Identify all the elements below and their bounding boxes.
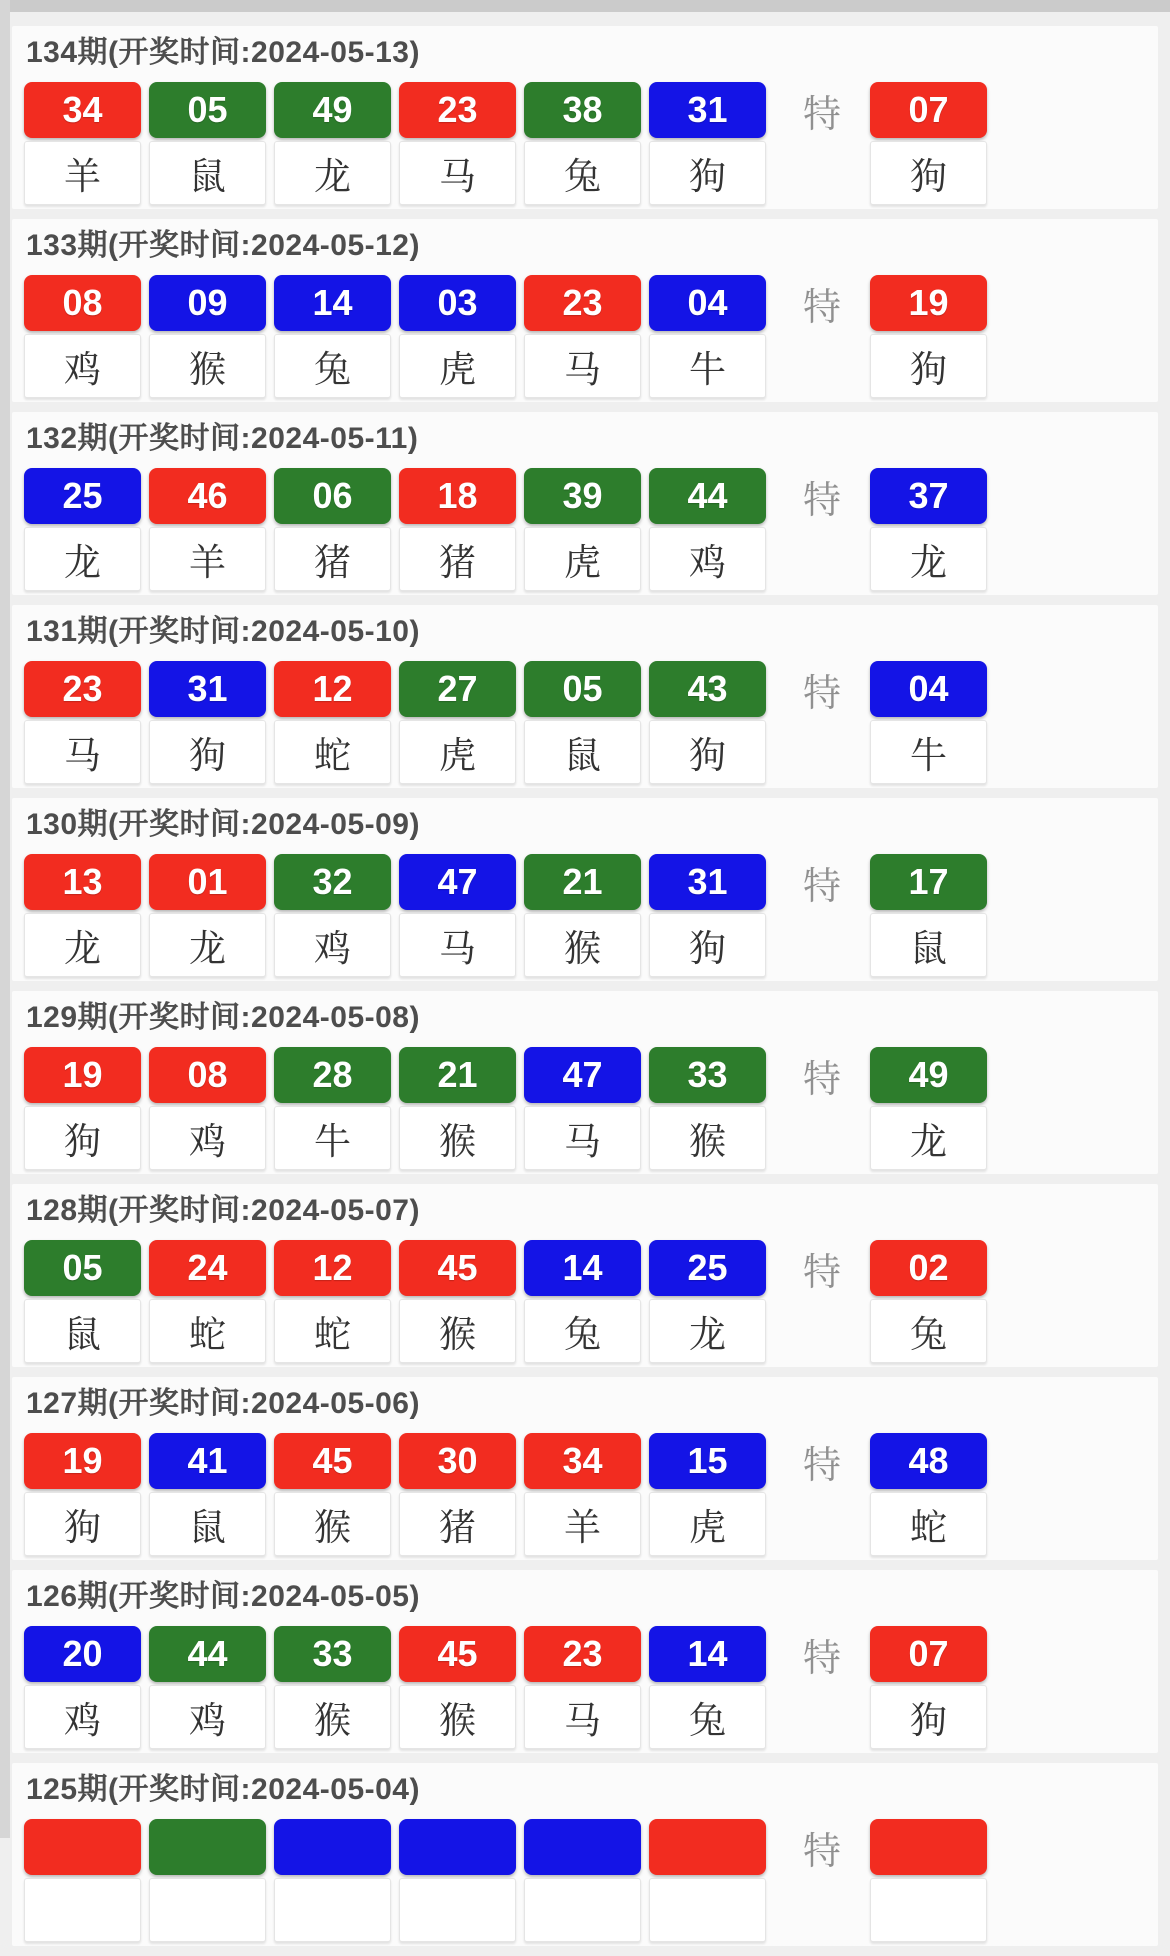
- draw-period-header: 125期(开奖时间:2024-05-04): [26, 1773, 420, 1806]
- zodiac-label: 羊: [149, 527, 266, 591]
- draw-period-header: 132期(开奖时间:2024-05-11): [26, 422, 419, 455]
- number-ball: [274, 1819, 391, 1875]
- zodiac-label: 狗: [649, 141, 766, 205]
- number-tile: [274, 82, 391, 205]
- number-tile: [399, 1819, 516, 1942]
- number-ball: 01: [149, 854, 266, 910]
- number-ball: [24, 1819, 141, 1875]
- number-tile: [649, 1240, 766, 1363]
- number-ball: 23: [524, 275, 641, 331]
- zodiac-label: 猴: [399, 1106, 516, 1170]
- special-number-tile: [870, 1047, 987, 1170]
- zodiac-label: 牛: [870, 720, 987, 784]
- zodiac-label: 猴: [399, 1299, 516, 1363]
- zodiac-label: 羊: [24, 141, 141, 205]
- zodiac-label: 鼠: [24, 1299, 141, 1363]
- number-tile: [649, 854, 766, 977]
- number-tile: [149, 1433, 266, 1556]
- number-ball: 34: [524, 1433, 641, 1489]
- number-ball: 14: [649, 1626, 766, 1682]
- number-tile: [24, 275, 141, 398]
- number-ball: 32: [274, 854, 391, 910]
- draw-card: [12, 605, 1158, 788]
- number-ball: 14: [274, 275, 391, 331]
- number-ball: 19: [870, 275, 987, 331]
- zodiac-label: 兔: [524, 1299, 641, 1363]
- number-tile: [274, 1433, 391, 1556]
- zodiac-label: 狗: [24, 1492, 141, 1556]
- number-tile: [149, 1240, 266, 1363]
- number-tile: [649, 1626, 766, 1749]
- top-edge-strip: [0, 0, 1170, 12]
- number-tile: [649, 1047, 766, 1170]
- number-ball: 43: [649, 661, 766, 717]
- zodiac-label: 虎: [649, 1492, 766, 1556]
- special-number-tile: [870, 1626, 987, 1749]
- zodiac-label: 猪: [274, 527, 391, 591]
- number-ball: 47: [399, 854, 516, 910]
- number-tile: [24, 1047, 141, 1170]
- zodiac-label: 马: [24, 720, 141, 784]
- special-marker-label: 特: [802, 865, 841, 908]
- number-ball: 17: [870, 854, 987, 910]
- number-ball: 15: [649, 1433, 766, 1489]
- number-tile: [274, 1240, 391, 1363]
- number-ball: 31: [649, 82, 766, 138]
- special-marker-label: 特: [802, 1637, 841, 1680]
- zodiac-label: 蛇: [870, 1492, 987, 1556]
- special-marker-label: 特: [802, 1444, 841, 1487]
- lottery-results-list: [12, 26, 1158, 1956]
- number-ball: 49: [274, 82, 391, 138]
- number-tile: [524, 1819, 641, 1942]
- number-ball: 37: [870, 468, 987, 524]
- zodiac-label: 马: [399, 913, 516, 977]
- draw-period-header: 128期(开奖时间:2024-05-07): [26, 1194, 420, 1227]
- zodiac-label: 虎: [399, 720, 516, 784]
- number-ball: 09: [149, 275, 266, 331]
- number-ball: 33: [274, 1626, 391, 1682]
- zodiac-label: 狗: [149, 720, 266, 784]
- zodiac-label: 马: [524, 1106, 641, 1170]
- number-ball: 44: [649, 468, 766, 524]
- special-number-tile: [870, 854, 987, 977]
- special-marker-label: 特: [802, 1058, 841, 1101]
- number-ball: [524, 1819, 641, 1875]
- number-tile: [24, 1433, 141, 1556]
- draw-card: [12, 1377, 1158, 1560]
- zodiac-label: 猴: [274, 1492, 391, 1556]
- number-ball: 21: [399, 1047, 516, 1103]
- number-ball: 47: [524, 1047, 641, 1103]
- number-tile: [149, 275, 266, 398]
- number-ball: 23: [524, 1626, 641, 1682]
- zodiac-label: 鸡: [149, 1106, 266, 1170]
- draw-numbers-row: [24, 1047, 1158, 1170]
- number-ball: 05: [149, 82, 266, 138]
- zodiac-label: 虎: [399, 334, 516, 398]
- draw-period-header: 131期(开奖时间:2024-05-10): [26, 615, 420, 648]
- number-tile: [149, 468, 266, 591]
- number-ball: 12: [274, 661, 391, 717]
- number-ball: 41: [149, 1433, 266, 1489]
- number-tile: [399, 1626, 516, 1749]
- draw-period-header: 130期(开奖时间:2024-05-09): [26, 808, 420, 841]
- zodiac-label: 猴: [399, 1685, 516, 1749]
- number-ball: 33: [649, 1047, 766, 1103]
- number-ball: 04: [649, 275, 766, 331]
- special-number-tile: [870, 1240, 987, 1363]
- zodiac-label: 蛇: [274, 1299, 391, 1363]
- number-tile: [649, 661, 766, 784]
- number-ball: 30: [399, 1433, 516, 1489]
- number-ball: 19: [24, 1047, 141, 1103]
- draw-numbers-row: [24, 1819, 1158, 1942]
- number-tile: [274, 1047, 391, 1170]
- number-tile: [274, 1819, 391, 1942]
- number-tile: [399, 1433, 516, 1556]
- draw-card: [12, 1763, 1158, 1946]
- number-ball: 13: [24, 854, 141, 910]
- number-tile: [149, 1047, 266, 1170]
- number-tile: [649, 275, 766, 398]
- number-tile: [399, 661, 516, 784]
- number-tile: [524, 275, 641, 398]
- zodiac-label: 猴: [524, 913, 641, 977]
- number-ball: 49: [870, 1047, 987, 1103]
- zodiac-label: 龙: [870, 1106, 987, 1170]
- number-ball: 31: [649, 854, 766, 910]
- number-tile: [274, 1626, 391, 1749]
- number-tile: [524, 1240, 641, 1363]
- zodiac-label: 虎: [524, 527, 641, 591]
- number-ball: 07: [870, 1626, 987, 1682]
- number-ball: 19: [24, 1433, 141, 1489]
- special-number-tile: [870, 468, 987, 591]
- zodiac-label: [399, 1878, 516, 1942]
- draw-card: [12, 412, 1158, 595]
- special-number-tile: [870, 661, 987, 784]
- number-tile: [24, 1626, 141, 1749]
- draw-period-header: 127期(开奖时间:2024-05-06): [26, 1387, 420, 1420]
- number-ball: 04: [870, 661, 987, 717]
- number-ball: 02: [870, 1240, 987, 1296]
- number-tile: [274, 661, 391, 784]
- number-tile: [149, 854, 266, 977]
- special-marker-label: 特: [802, 672, 841, 715]
- special-marker-label: 特: [802, 479, 841, 522]
- number-tile: [524, 82, 641, 205]
- zodiac-label: 鸡: [149, 1685, 266, 1749]
- number-tile: [149, 661, 266, 784]
- zodiac-label: [870, 1878, 987, 1942]
- number-ball: 34: [24, 82, 141, 138]
- zodiac-label: 龙: [274, 141, 391, 205]
- number-ball: 44: [149, 1626, 266, 1682]
- number-tile: [649, 1819, 766, 1942]
- zodiac-label: 鼠: [149, 1492, 266, 1556]
- zodiac-label: [24, 1878, 141, 1942]
- zodiac-label: 狗: [870, 1685, 987, 1749]
- zodiac-label: 狗: [870, 141, 987, 205]
- number-tile: [24, 468, 141, 591]
- draw-period-header: 126期(开奖时间:2024-05-05): [26, 1580, 420, 1613]
- number-ball: 18: [399, 468, 516, 524]
- special-marker-label: 特: [802, 286, 841, 329]
- draw-numbers-row: [24, 275, 1158, 398]
- number-ball: 24: [149, 1240, 266, 1296]
- zodiac-label: 羊: [524, 1492, 641, 1556]
- number-ball: 25: [24, 468, 141, 524]
- zodiac-label: 猴: [149, 334, 266, 398]
- draw-card: [12, 1184, 1158, 1367]
- number-tile: [149, 82, 266, 205]
- zodiac-label: 兔: [649, 1685, 766, 1749]
- zodiac-label: [274, 1878, 391, 1942]
- zodiac-label: 牛: [649, 334, 766, 398]
- zodiac-label: 狗: [24, 1106, 141, 1170]
- zodiac-label: 猪: [399, 527, 516, 591]
- draw-period-header: 129期(开奖时间:2024-05-08): [26, 1001, 420, 1034]
- zodiac-label: 兔: [274, 334, 391, 398]
- number-tile: [649, 82, 766, 205]
- draw-period-header: 134期(开奖时间:2024-05-13): [26, 36, 420, 69]
- zodiac-label: [149, 1878, 266, 1942]
- zodiac-label: 马: [399, 141, 516, 205]
- number-tile: [524, 1047, 641, 1170]
- zodiac-label: 狗: [649, 720, 766, 784]
- draw-numbers-row: [24, 468, 1158, 591]
- zodiac-label: 鼠: [524, 720, 641, 784]
- draw-period-header: 133期(开奖时间:2024-05-12): [26, 229, 420, 262]
- zodiac-label: 龙: [870, 527, 987, 591]
- number-tile: [274, 275, 391, 398]
- number-ball: 06: [274, 468, 391, 524]
- zodiac-label: 牛: [274, 1106, 391, 1170]
- number-ball: 14: [524, 1240, 641, 1296]
- number-ball: 28: [274, 1047, 391, 1103]
- number-tile: [524, 661, 641, 784]
- number-tile: [399, 1240, 516, 1363]
- zodiac-label: 鸡: [24, 334, 141, 398]
- number-tile: [24, 1819, 141, 1942]
- number-tile: [399, 275, 516, 398]
- number-tile: [399, 468, 516, 591]
- number-tile: [524, 854, 641, 977]
- zodiac-label: 兔: [524, 141, 641, 205]
- number-tile: [274, 854, 391, 977]
- number-ball: 20: [24, 1626, 141, 1682]
- number-ball: 38: [524, 82, 641, 138]
- number-tile: [24, 82, 141, 205]
- number-ball: 07: [870, 82, 987, 138]
- number-tile: [149, 1626, 266, 1749]
- number-tile: [524, 1433, 641, 1556]
- left-edge-strip: [0, 0, 10, 1838]
- zodiac-label: 马: [524, 334, 641, 398]
- special-marker-label: 特: [802, 1251, 841, 1294]
- number-tile: [524, 468, 641, 591]
- number-tile: [399, 854, 516, 977]
- number-ball: 03: [399, 275, 516, 331]
- number-ball: 45: [274, 1433, 391, 1489]
- special-number-tile: [870, 1819, 987, 1942]
- zodiac-label: 狗: [649, 913, 766, 977]
- number-ball: 25: [649, 1240, 766, 1296]
- zodiac-label: 龙: [24, 913, 141, 977]
- zodiac-label: 鸡: [649, 527, 766, 591]
- number-ball: 05: [24, 1240, 141, 1296]
- number-tile: [399, 1047, 516, 1170]
- number-ball: 21: [524, 854, 641, 910]
- special-number-tile: [870, 275, 987, 398]
- number-ball: 45: [399, 1626, 516, 1682]
- number-ball: [149, 1819, 266, 1875]
- special-number-tile: [870, 82, 987, 205]
- draw-card: [12, 1570, 1158, 1753]
- draw-numbers-row: [24, 661, 1158, 784]
- draw-numbers-row: [24, 82, 1158, 205]
- number-tile: [24, 661, 141, 784]
- zodiac-label: 马: [524, 1685, 641, 1749]
- number-tile: [649, 1433, 766, 1556]
- zodiac-label: [524, 1878, 641, 1942]
- number-ball: 08: [24, 275, 141, 331]
- zodiac-label: 龙: [649, 1299, 766, 1363]
- zodiac-label: 鸡: [24, 1685, 141, 1749]
- number-ball: 27: [399, 661, 516, 717]
- number-ball: 23: [24, 661, 141, 717]
- zodiac-label: 龙: [149, 913, 266, 977]
- zodiac-label: 鼠: [870, 913, 987, 977]
- draw-numbers-row: [24, 1626, 1158, 1749]
- zodiac-label: 鼠: [149, 141, 266, 205]
- number-ball: 23: [399, 82, 516, 138]
- zodiac-label: 猴: [649, 1106, 766, 1170]
- number-ball: 31: [149, 661, 266, 717]
- draw-card: [12, 798, 1158, 981]
- zodiac-label: 猪: [399, 1492, 516, 1556]
- number-ball: [870, 1819, 987, 1875]
- number-tile: [524, 1626, 641, 1749]
- number-tile: [399, 82, 516, 205]
- zodiac-label: 蛇: [149, 1299, 266, 1363]
- draw-card: [12, 219, 1158, 402]
- number-ball: 08: [149, 1047, 266, 1103]
- number-ball: 46: [149, 468, 266, 524]
- number-tile: [149, 1819, 266, 1942]
- zodiac-label: 猴: [274, 1685, 391, 1749]
- number-ball: [649, 1819, 766, 1875]
- number-ball: 48: [870, 1433, 987, 1489]
- draw-numbers-row: [24, 1433, 1158, 1556]
- draw-numbers-row: [24, 854, 1158, 977]
- number-ball: [399, 1819, 516, 1875]
- number-ball: 39: [524, 468, 641, 524]
- draw-card: [12, 26, 1158, 209]
- special-marker-label: 特: [802, 93, 841, 136]
- number-tile: [24, 1240, 141, 1363]
- number-tile: [274, 468, 391, 591]
- number-tile: [24, 854, 141, 977]
- draw-numbers-row: [24, 1240, 1158, 1363]
- zodiac-label: [649, 1878, 766, 1942]
- number-tile: [649, 468, 766, 591]
- zodiac-label: 蛇: [274, 720, 391, 784]
- draw-card: [12, 991, 1158, 1174]
- zodiac-label: 龙: [24, 527, 141, 591]
- number-ball: 05: [524, 661, 641, 717]
- number-ball: 45: [399, 1240, 516, 1296]
- zodiac-label: 狗: [870, 334, 987, 398]
- special-number-tile: [870, 1433, 987, 1556]
- special-marker-label: 特: [802, 1830, 841, 1873]
- zodiac-label: 兔: [870, 1299, 987, 1363]
- zodiac-label: 鸡: [274, 913, 391, 977]
- number-ball: 12: [274, 1240, 391, 1296]
